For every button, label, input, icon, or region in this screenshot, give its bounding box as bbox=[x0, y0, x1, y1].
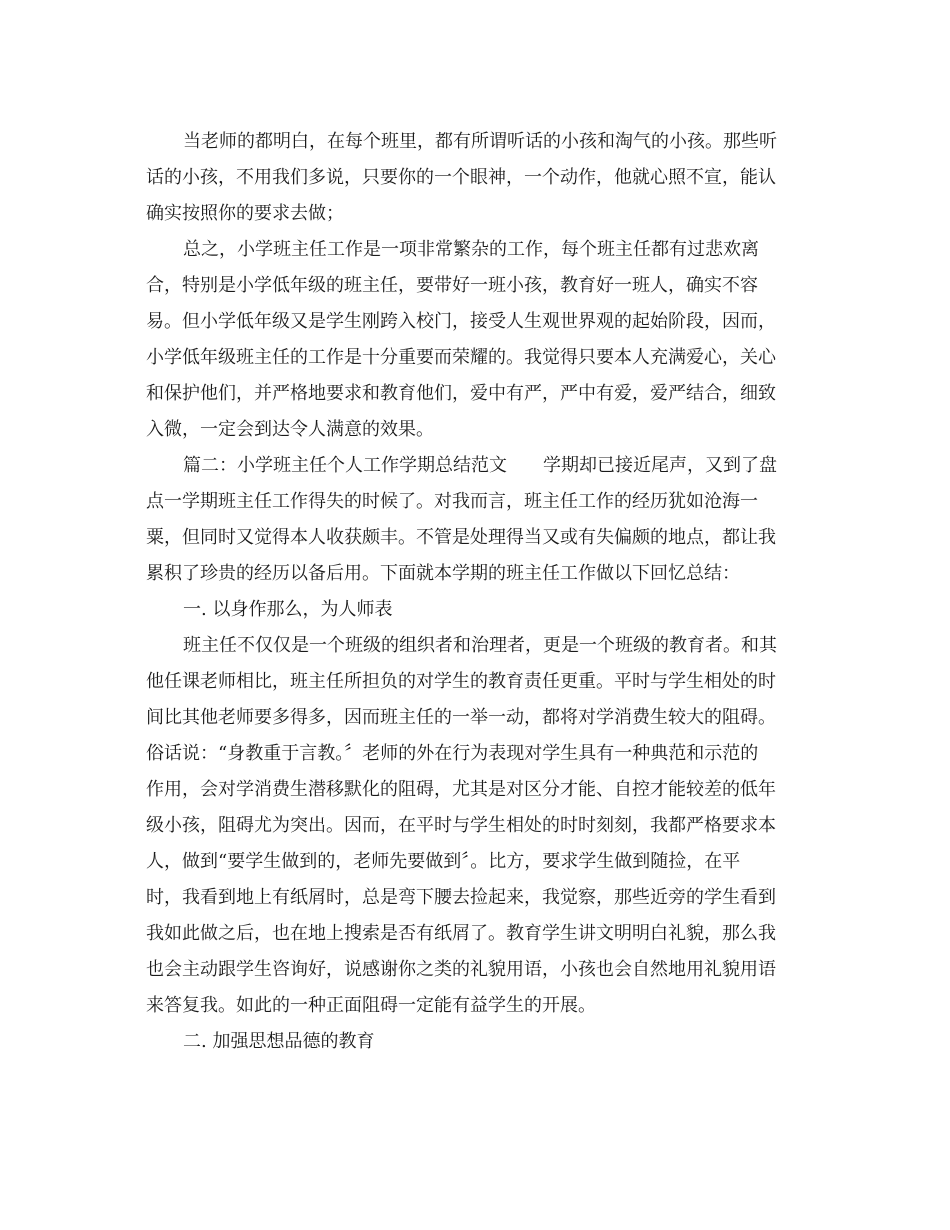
text-line: 间比其他老师要多得多，因而班主任的一举一动，都将对学消费生较大的阻碍。 bbox=[146, 707, 776, 728]
text-line: 作用，会对学消费生潜移默化的阻碍，尤其是对区分才能、自控才能较差的低年 bbox=[146, 779, 776, 800]
text-line: 班主任不仅仅是一个班级的组织者和治理者，更是一个班级的教育者。和其 bbox=[183, 635, 777, 656]
text-line: 总之，小学班主任工作是一项非常繁杂的工作，每个班主任都有过悲欢离 bbox=[183, 239, 759, 260]
text-line: 累积了珍贵的经历以备后用。下面就本学期的班主任工作做以下回忆总结： bbox=[146, 563, 740, 584]
text-line: 当老师的都明白，在每个班里，都有所谓听话的小孩和淘气的小孩。那些听 bbox=[183, 131, 777, 152]
text-line: 人，做到“要学生做到的，老师先要做到〞。比方，要求学生做到随捡，在平 bbox=[146, 851, 741, 872]
text-line: 篇二：小学班主任个人工作学期总结范文 学期却已接近尾声，又到了盘 bbox=[183, 455, 777, 476]
text-line: 小学低年级班主任的工作是十分重要而荣耀的。我觉得只要本人充满爱心，关心 bbox=[146, 347, 776, 368]
text-line: 确实按照你的要求去做； bbox=[146, 203, 344, 224]
text-line: 他任课老师相比，班主任所担负的对学生的教育责任更重。平时与学生相处的时 bbox=[146, 671, 776, 692]
text-line: 也会主动跟学生咨询好，说感谢你之类的礼貌用语，小孩也会自然地用礼貌用语 bbox=[146, 959, 776, 980]
text-line: 和保护他们，并严格地要求和教育他们，爱中有严，严中有爱，爱严结合，细致 bbox=[146, 383, 776, 404]
text-line: 话的小孩，不用我们多说，只要你的一个眼神，一个动作，他就心照不宣，能认 bbox=[146, 167, 776, 188]
text-line: 易。但小学低年级又是学生刚跨入校门，接受人生观世界观的起始阶段，因而， bbox=[146, 311, 776, 332]
section-heading: 一. 以身作那么，为人师表 bbox=[183, 599, 393, 620]
section-heading: 二. 加强思想品德的教育 bbox=[183, 1031, 375, 1052]
document-page bbox=[146, 124, 810, 1060]
text-line: 入微，一定会到达令人满意的效果。 bbox=[146, 419, 434, 440]
text-line: 俗话说：“身教重于言教。〞老师的外在行为表现对学生具有一种典范和示范的 bbox=[146, 743, 759, 764]
text-line: 我如此做之后，也在地上搜索是否有纸屑了。教育学生讲文明明白礼貌，那么我 bbox=[146, 923, 776, 944]
text-line: 点一学期班主任工作得失的时候了。对我而言，班主任工作的经历犹如沧海一 bbox=[146, 491, 758, 512]
text-line: 级小孩，阻碍尤为突出。因而，在平时与学生相处的时时刻刻，我都严格要求本 bbox=[146, 815, 776, 836]
text-line: 时，我看到地上有纸屑时，总是弯下腰去捡起来，我觉察，那些近旁的学生看到 bbox=[146, 887, 776, 908]
text-line: 来答复我。如此的一种正面阻碍一定能有益学生的开展。 bbox=[146, 995, 596, 1016]
text-line: 合，特别是小学低年级的班主任，要带好一班小孩，教育好一班人，确实不容 bbox=[146, 275, 758, 296]
text-line: 粟，但同时又觉得本人收获颇丰。不管是处理得当又或有失偏颇的地点，都让我 bbox=[146, 527, 776, 548]
